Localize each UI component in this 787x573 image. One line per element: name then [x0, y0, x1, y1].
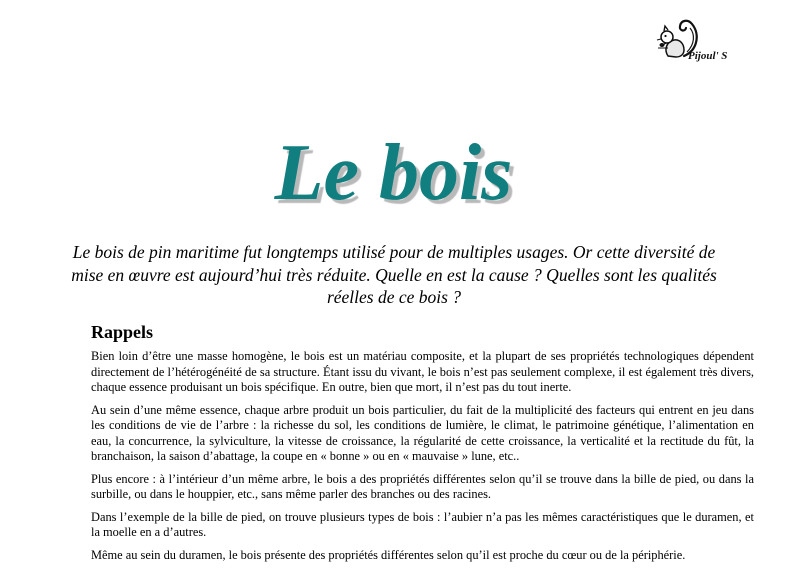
section-body: [91, 349, 754, 570]
paragraph: Dans l’exemple de la bille de pied, on trouve plusieurs types de bois : l’aubier n’a pas les mêmes caractéristiques que le duramen, et la moelle en a d’autres.: [91, 509, 754, 539]
section-heading: Rappels: [91, 322, 154, 342]
intro-paragraph: Le bois de pin maritime fut longtemps utilisé pour de multiples usages. Or cette diversité de mise en œuvre est aujourd’hui très réduite. Quelle en est la cause ? Quelles sont les qualités réelles de ce bois ?: [71, 242, 717, 307]
page-title: Le bois: [274, 129, 513, 217]
paragraph: Plus encore : à l’intérieur d’un même arbre, le bois a des propriétés différentes selon qu’il se trouve dans la bille de pied, ou dans la surbille, ou dans le houppier, etc., sans même parler des branches ou des racines.: [91, 471, 754, 501]
paragraph: Même au sein du duramen, le bois présente des propriétés différentes selon qu’il est proche du cœur ou de la périphérie.: [91, 547, 686, 562]
logo-text: Pijoul' S: [688, 50, 728, 62]
paragraph: Au sein d’une même essence, chaque arbre produit un bois particulier, du fait de la multiplicité des facteurs qui entrent en jeu dans les conditions de vie de l’arbre : la richesse du sol, les conditions de lumière, le climat, le patrimoine génétique, l’alimentation en eau, la concurrence, la sylviculture, la vitesse de croissance, la régularité de cette croissance, la verticalité et la rectitude du fût, la branchaison, la saison d’abattage, la coupe en « bonne » ou en « mauvaise » lune, etc..: [91, 402, 754, 463]
paragraph: Bien loin d’être une masse homogène, le bois est un matériau composite, et la plupart de ses propriétés technologiques dépendent directement de l’hétérogénéité de sa structure. Étant issu du vivant, le bois n’est pas seulement complexe, il est également très divers, chaque essence produisant un bois spécifique. En outre, bien que mort, il n’est pas du tout inerte.: [91, 349, 754, 394]
logo: [652, 16, 772, 72]
